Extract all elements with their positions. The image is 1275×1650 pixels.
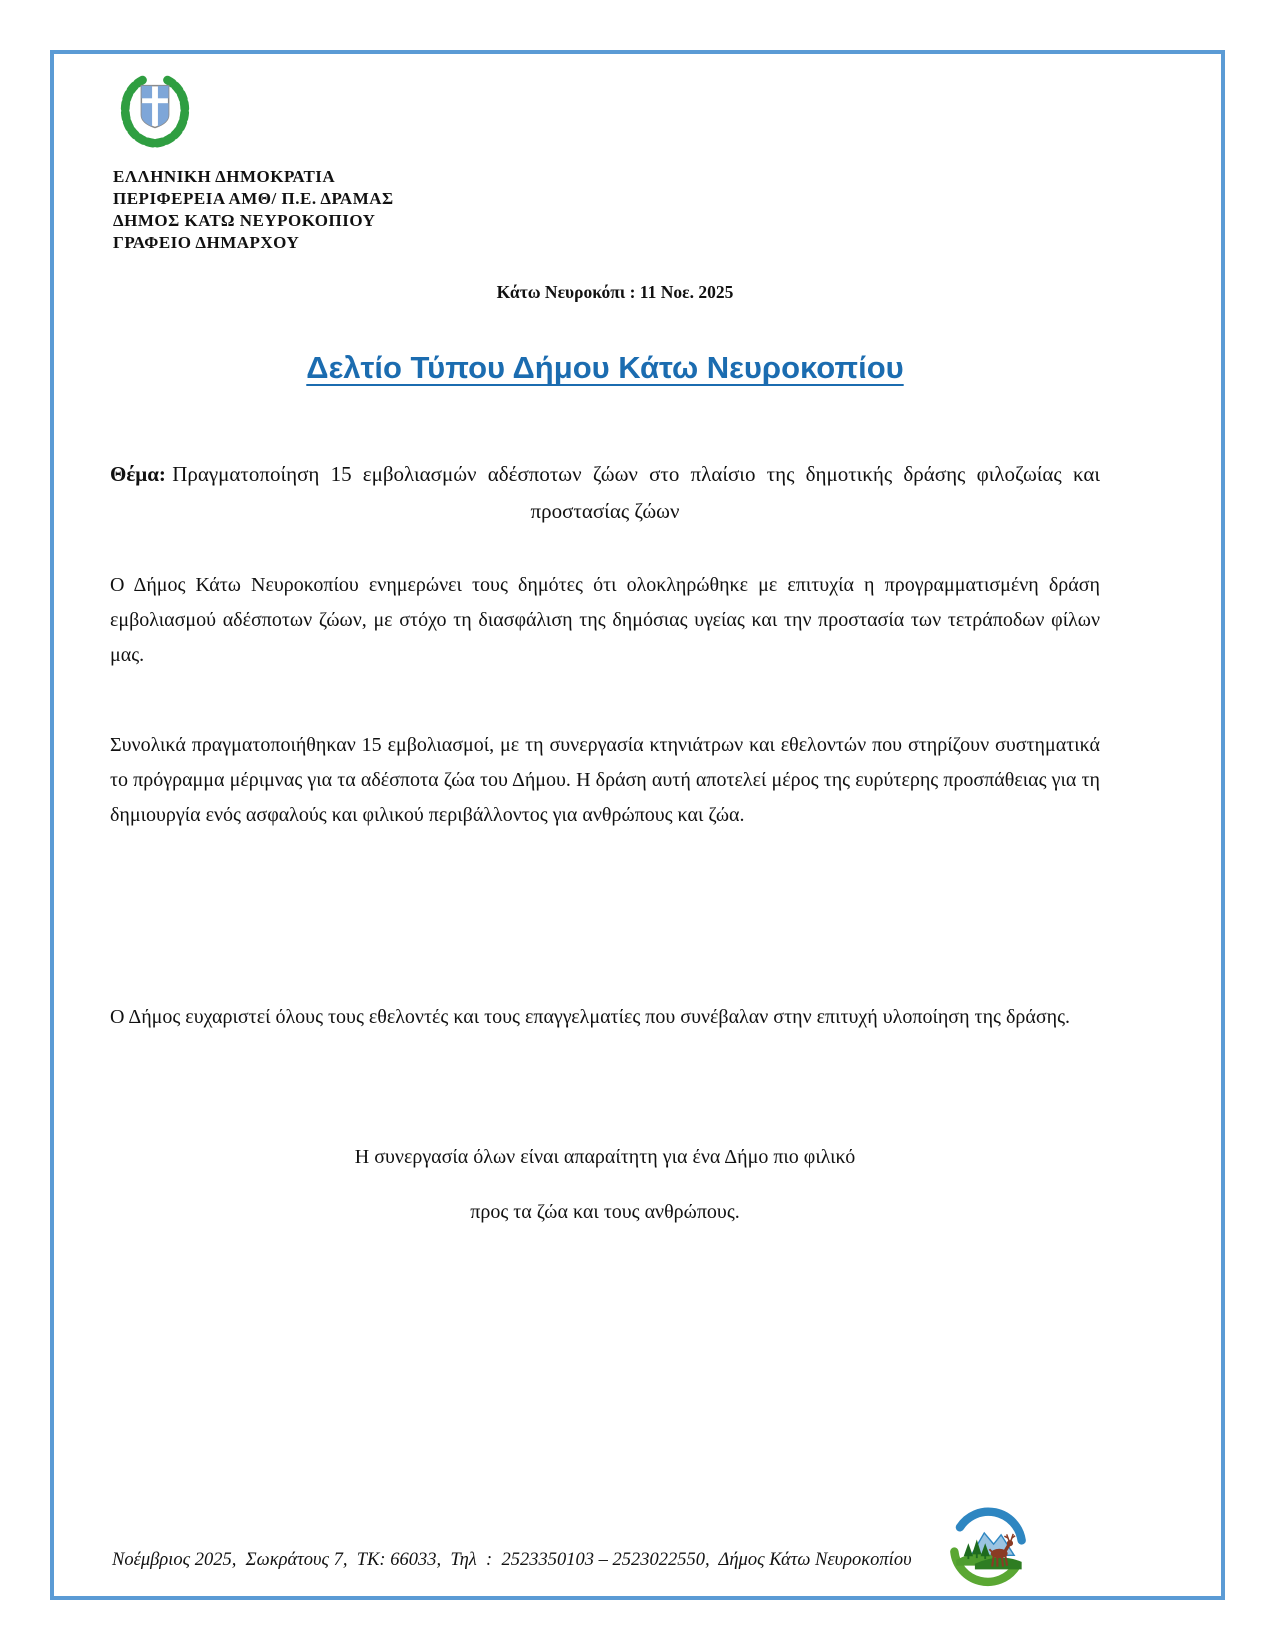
letterhead-line-office: ΓΡΑΦΕΙΟ ΔΗΜΑΡΧΟΥ xyxy=(113,233,300,252)
date-line: Κάτω Νευροκόπι : 11 Νοε. 2025 xyxy=(496,282,734,302)
letterhead-line-republic: ΕΛΛΗΝΙΚΗ ΔΗΜΟΚΡΑΤΙΑ xyxy=(113,167,336,186)
greek-republic-emblem-icon xyxy=(116,72,194,148)
body-paragraph-3: Ο Δήμος ευχαριστεί όλους τους εθελοντές και τους επαγγελματίες που συνέβαλαν στην επιτυχή υλοποίηση της δράσης. xyxy=(110,1006,1070,1028)
letterhead-line-municipality: ΔΗΜΟΣ ΚΑΤΩ ΝΕΥΡΟΚΟΠΙΟΥ xyxy=(113,211,376,230)
page-title-text: Δελτίο Τύπου Δήμου Κάτω Νευροκοπίου xyxy=(306,350,904,385)
letterhead-line-region: ΠΕΡΙΦΕΡΕΙΑ ΑΜΘ/ Π.Ε. ΔΡΑΜΑΣ xyxy=(113,189,394,208)
footer-contact-line: Νοέμβριος 2025, Σωκράτους 7, ΤΚ: 66033, Τηλ : 2523350103 – 2523022550, Δήμος Κάτω Νευροκοπίου xyxy=(112,1550,912,1570)
subject-label: Θέμα: xyxy=(110,462,166,486)
page-title xyxy=(110,350,1100,386)
closing-line-2: προς τα ζώα και τους ανθρώπους. xyxy=(470,1201,740,1223)
body-paragraph-2: Συνολικά πραγματοποιήθηκαν 15 εμβολιασμοί, με τη συνεργασία κτηνιάτρων και εθελοντών που στηρίζουν συστηματικά το πρόγραμμα μέριμνας για τα αδέσποτα ζώα του Δήμου. Η δράση αυτή αποτελεί μέρος της ευρύτερης προσπάθειας για τη δημιουργία ενός ασφαλούς και φιλικού περιβάλλοντος για ανθρώπους και ζώα. xyxy=(110,734,1100,826)
subject-paragraph xyxy=(110,456,1100,530)
letterhead xyxy=(113,166,394,254)
subject-text: Πραγματοποίηση 15 εμβολιασμών αδέσποτων ζώων στο πλαίσιο της δημοτικής δράσης φιλοζωίας και προστασίας ζώων xyxy=(172,462,1100,523)
municipality-logo-icon xyxy=(945,1503,1031,1589)
body-paragraph-1: Ο Δήμος Κάτω Νευροκοπίου ενημερώνει τους δημότες ότι ολοκληρώθηκε με επιτυχία η προγραμματισμένη δράση εμβολιασμού αδέσποτων ζώων, με στόχο τη διασφάλιση της δημόσιας υγείας και την προστασία των τετράποδων φίλων μας. xyxy=(110,574,1100,666)
closing-line-1: Η συνεργασία όλων είναι απαραίτητη για ένα Δήμο πιο φιλικό xyxy=(354,1146,856,1168)
